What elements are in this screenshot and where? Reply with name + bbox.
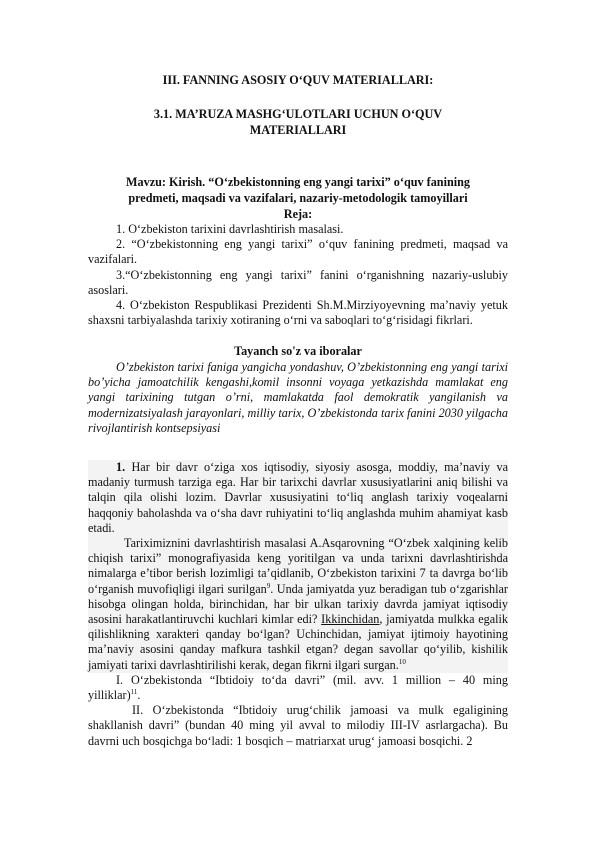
paragraph-4: II. O‘zbekistonda “Ibtidoiy urug‘chilik jamoasi va mulk egaligining shakllanish davri” (bundan 40 ming yil avval to milodiy III-IV asrlargacha). Bu davrni uch bosqichga bo‘ladi: 1 bosqich – matriarxat urug‘ jamoasi bosqichi. 2 bbox=[88, 703, 508, 748]
part-heading: III. FANNING ASOSIY O‘QUV MATERIALLARI: bbox=[162, 73, 434, 87]
plan-item-4: 4. O‘zbekiston Respublikasi Prezidenti Sh.M.Mirziyoyevning ma’naviy yetuk shaxsni tarbiyalashda tarixiy xotiraning o‘rni va saboqlari to‘g‘risidagi fikrlari. bbox=[88, 298, 508, 328]
footnote-ref-10: 10 bbox=[398, 657, 406, 666]
keywords-title: Tayanch so'z va iboralar bbox=[234, 344, 362, 358]
plan-item-1: 1. O‘zbekiston tarixini davrlashtirish masalasi. bbox=[116, 222, 344, 236]
footnote-ref-9: 9 bbox=[266, 581, 271, 590]
section-heading bbox=[88, 106, 508, 138]
plan-item-2: 2. “O‘zbekistonning eng yangi tarixi” o‘quv fanining predmeti, maqsad va vazifalari. bbox=[88, 237, 508, 267]
keywords-text: O’zbekiston tarixi faniga yangicha yondashuv, O’zbekistonning eng yangi tarixi bo’yicha jamoatchilik kengashi,komil insonni voyaga yetkazishda mamlakat eng yangi tarixining tutgan o’rni, mamlakatda faol demokratik yangilanish va modernizatsiyalash jarayonlari, milliy tarix, O’zbekistonda tarix fanini 2030 yilgacha rivojlantirish kontsepsiyasi bbox=[88, 360, 508, 435]
topic-heading bbox=[88, 174, 508, 222]
paragraph-3 bbox=[88, 673, 508, 703]
paragraph-1 bbox=[88, 460, 508, 536]
plan-title: Reja: bbox=[283, 207, 313, 221]
paragraph-3-text: I. O‘zbekistonda “Ibtidoiy to‘da davri” (mil. avv. 1 million – 40 ming yilliklar) bbox=[88, 672, 508, 703]
plan-list bbox=[88, 222, 508, 328]
paragraph-2 bbox=[88, 536, 508, 673]
paragraph-2-text-c: , jamiyatda mulkka egalik qilishlikning xarakteri qanday bo‘lgan? Uchinchidan, jamiyat ijtimoiy hayotining ma’naviy asosini qanday mafkura tashkil etgan? degan savollar qo‘yilib, kishilik jamiyati tarixi davrlashtirilishi kerak, degan fikrni ilgari surgan. bbox=[88, 612, 508, 672]
paragraph-3-end: . bbox=[137, 688, 141, 703]
paragraph-2-text-b: . Unda jamiyatda yuz beradigan tub o‘zgarishlar hisobga olingan holda, birinchidan, har bir ulkan tarixiy davrda jamiyat iqtisodiy asosini harakatlantiruvchi kuchlari kimlar edi? bbox=[88, 581, 508, 627]
section-heading-line-1: 3.1. MA’RUZA MASHG‘ULOTLARI UCHUN O‘QUV bbox=[153, 107, 443, 121]
paragraph-2-text-a: Tariximiznini davrlashtirish masalasi A.Asqarovning “O‘zbek xalqining kelib chiqish tarixi” monografiyasida keng yoritilgan va unda tarixni davrlashtirishda nimalarga e’tibor berish lozimligi ta’qidlanib, O‘zbekiston tarixini 7 ta davrga bo‘lib o‘rganish muvofiqligi ilgari surilgan bbox=[88, 536, 508, 596]
topic-line-2: predmeti, maqsadi va vazifalari, nazariy-metodologik tamoyillari bbox=[128, 191, 468, 205]
plan-item-3: 3.“O‘zbekistonning eng yangi tarixi” fanini o‘rganishning nazariy-uslubiy asoslari. bbox=[88, 267, 508, 297]
topic-line-1: Mavzu: Kirish. “O‘zbekistonning eng yangi tarixi” o‘quv fanining bbox=[126, 175, 470, 189]
footnote-ref-11: 11 bbox=[130, 687, 138, 696]
section-heading-line-2: MATERIALLARI bbox=[249, 123, 347, 137]
paragraph-1-number: 1. bbox=[116, 460, 126, 474]
paragraph-2-underlined: Ikkinchidan bbox=[321, 612, 380, 627]
keywords-section bbox=[88, 360, 508, 436]
body-text bbox=[88, 460, 508, 749]
paragraph-1-text: Har bir davr o‘ziga xos iqtisodiy, siyosiy asosga, moddiy, ma’naviy va madaniy turmush tarziga ega. Har bir tarixchi davrlar xususiyatlarini aniq bilishi va talqin qila olishi lozim. Davrlar xususiyatini to‘liq anglash tarixiy voqealarni haqqoniy baholashda va o‘sha davr ruhiyatini to‘liq anglashda muhim ahamiyat kasb etadi. bbox=[88, 460, 508, 535]
